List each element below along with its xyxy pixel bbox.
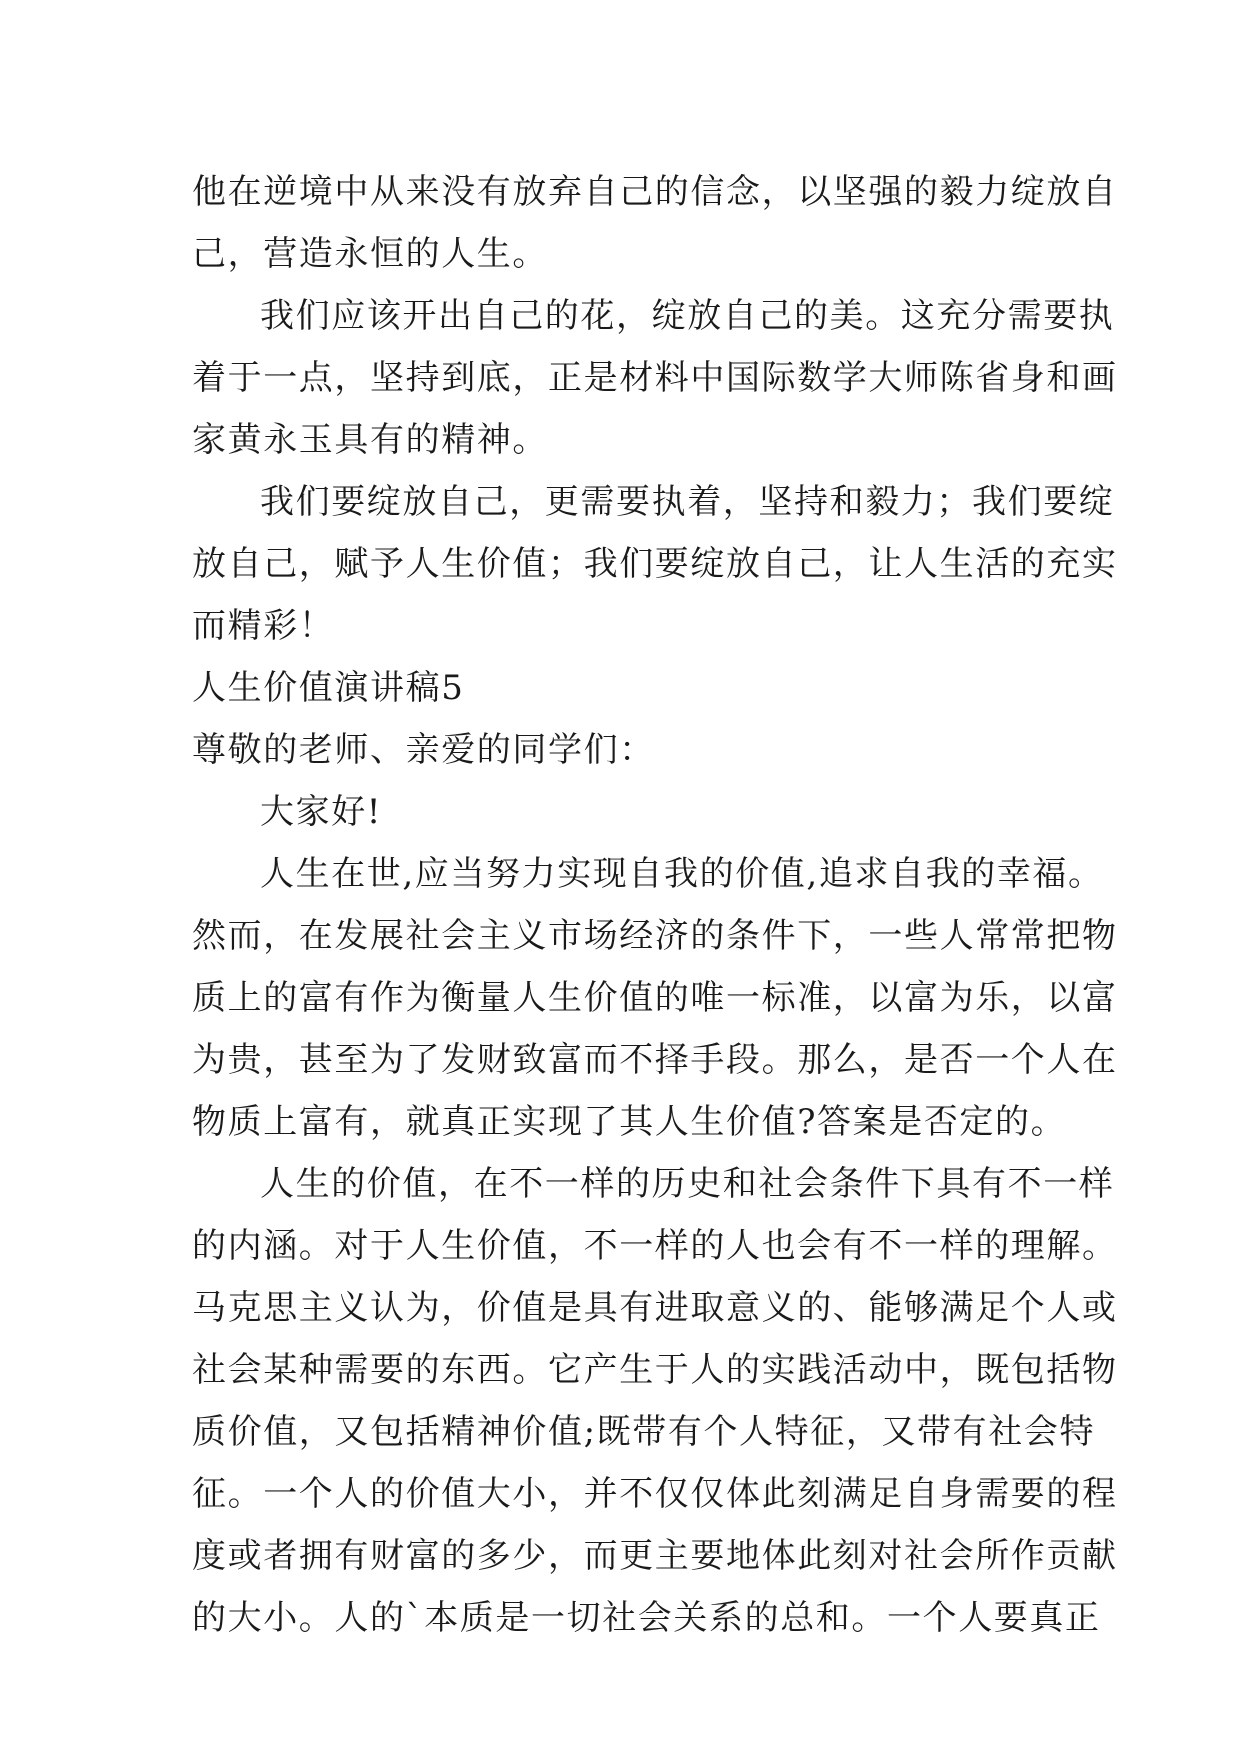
text-line: 人生价值演讲稿5 (192, 668, 465, 708)
text-line: 人生在世,应当努力实现自我的价值,追求自我的幸福。 (260, 854, 1104, 894)
text-line: 质价值，又包括精神价值;既带有个人特征，又带有社会特 (192, 1412, 1096, 1452)
text-line: 己，营造永恒的人生。 (192, 234, 548, 274)
text-line: 我们应该开出自己的花，绽放自己的美。这充分需要执 (260, 296, 1115, 336)
text-line: 尊敬的老师、亲爱的同学们： (192, 730, 655, 770)
text-line: 物质上富有，就真正实现了其人生价值?答案是否定的。 (192, 1102, 1067, 1142)
text-line: 大家好! (260, 792, 383, 832)
text-line: 家黄永玉具有的精神。 (192, 420, 548, 460)
text-line: 社会某种需要的东西。它产生于人的实践活动中，既包括物 (192, 1350, 1118, 1390)
text-line: 放自己，赋予人生价值；我们要绽放自己，让人生活的充实 (192, 544, 1118, 584)
text-line: 着于一点，坚持到底，正是材料中国际数学大师陈省身和画 (192, 358, 1118, 398)
text-line: 为贵，甚至为了发财致富而不择手段。那么，是否一个人在 (192, 1040, 1118, 1080)
text-line: 他在逆境中从来没有放弃自己的信念，以坚强的毅力绽放自 (192, 172, 1118, 212)
text-line: 征。一个人的价值大小，并不仅仅体此刻满足自身需要的程 (192, 1474, 1118, 1514)
text-line: 马克思主义认为，价值是具有进取意义的、能够满足个人或 (192, 1288, 1118, 1328)
text-line: 而精彩！ (192, 606, 335, 646)
text-line: 的大小。人的`本质是一切社会关系的总和。一个人要真正 (192, 1598, 1101, 1638)
text-line: 然而，在发展社会主义市场经济的条件下，一些人常常把物 (192, 916, 1118, 956)
text-line: 我们要绽放自己，更需要执着，坚持和毅力；我们要绽 (260, 482, 1115, 522)
text-line: 的内涵。对于人生价值，不一样的人也会有不一样的理解。 (192, 1226, 1118, 1266)
document-body (192, 161, 1118, 1649)
text-line: 人生的价值，在不一样的历史和社会条件下具有不一样 (260, 1164, 1115, 1204)
text-line: 质上的富有作为衡量人生价值的唯一标准，以富为乐，以富 (192, 978, 1118, 1018)
text-line: 度或者拥有财富的多少，而更主要地体此刻对社会所作贡献 (192, 1536, 1118, 1576)
